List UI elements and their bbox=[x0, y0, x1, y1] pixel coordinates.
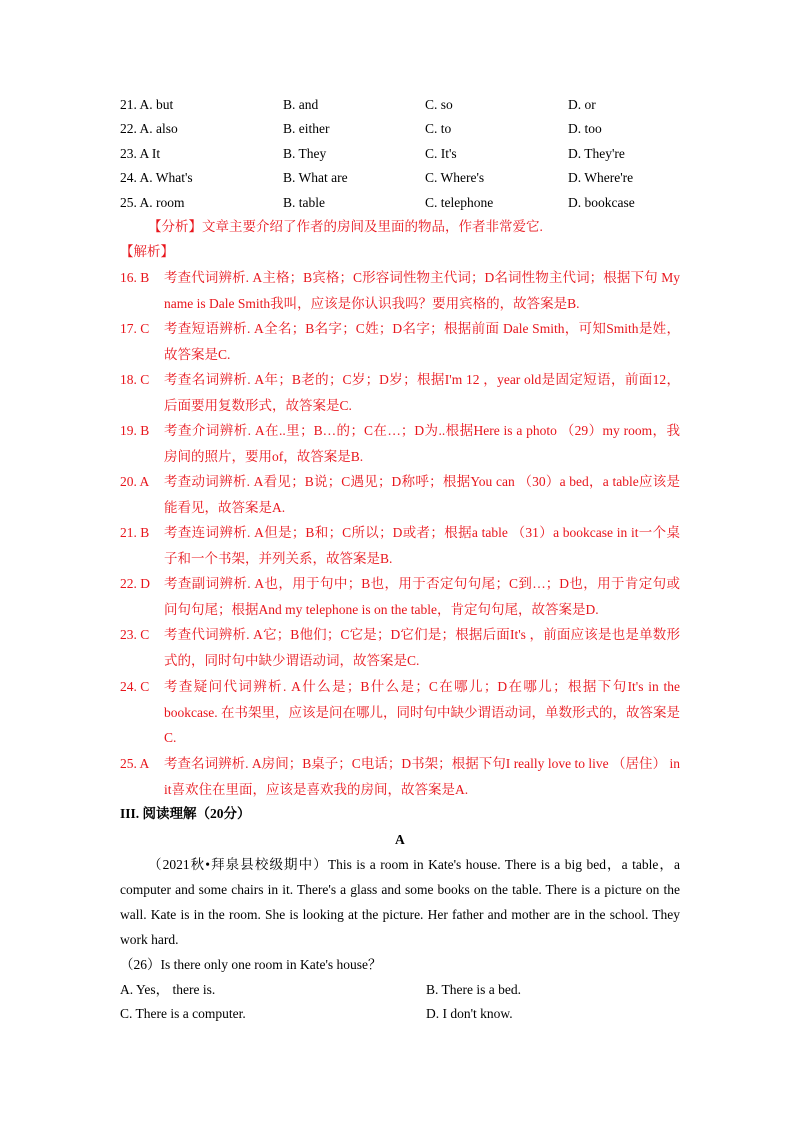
explanation-number: 17. C bbox=[120, 321, 150, 336]
explanation-text: 考查代词辨析. A它；B他们；C它是；D它们是；根据后面It's ，前面应该是也是单数形式的，同时句中缺少谓语动词，故答案是C. bbox=[164, 627, 680, 668]
option-d: D. bookcase bbox=[568, 195, 635, 210]
section-title: III. 阅读理解（20分） bbox=[120, 806, 251, 821]
reading-passage: （2021秋•拜泉县校级期中）This is a room in Kate's house. There is a big bed，a table，a computer and some chairs in it. There's a glass and some books on the table. There is a picture on the wall. Kate is in the room. She is looking at the picture. Her father and mother are in the school. They work hard. bbox=[120, 857, 680, 947]
explanation-text: 考查动词辨析. A看见；B说；C遇见；D称呼；根据You can （30）a bed，a table应该是能看见，故答案是A. bbox=[164, 474, 680, 515]
explanation-number: 18. C bbox=[120, 372, 150, 387]
answer-d: D. I don't know. bbox=[426, 1006, 513, 1021]
explanation-text: 考查短语辨析. A全名；B名字；C姓；D名字；根据前面 Dale Smith，可知Smith是姓，故答案是C. bbox=[164, 321, 680, 362]
explanation-text: 考查名词辨析. A年；B老的；C岁；D岁；根据I'm 12 ，year old是固定短语，前面12，后面要用复数形式，故答案是C. bbox=[164, 372, 680, 413]
explanation-number: 23. C bbox=[120, 627, 150, 642]
explanation-24 bbox=[120, 674, 680, 751]
option-b: B. either bbox=[283, 121, 330, 136]
explanation-17 bbox=[120, 316, 680, 367]
explanation-number: 20. A bbox=[120, 474, 150, 489]
explanation-number: 19. B bbox=[120, 423, 150, 438]
explanation-22 bbox=[120, 571, 680, 622]
option-a: 23. A It bbox=[120, 146, 161, 161]
option-a: 25. A. room bbox=[120, 195, 185, 210]
option-b: B. They bbox=[283, 146, 327, 161]
explanation-number: 25. A bbox=[120, 756, 150, 771]
explanation-21 bbox=[120, 520, 680, 571]
option-row-24 bbox=[120, 167, 680, 189]
option-row-23 bbox=[120, 143, 680, 165]
option-a: 21. A. but bbox=[120, 97, 174, 112]
explanation-text: 考查连词辨析. A但是；B和；C所以；D或者；根据a table （31）a bookcase in it一个桌子和一个书架，并列关系，故答案是B. bbox=[164, 525, 680, 566]
explanation-text: 考查名词辨析. A房间；B桌子；C电话；D书架；根据下句I really love to live （居住） in it喜欢住在里面，应该是喜欢我的房间，故答案是A. bbox=[164, 756, 680, 797]
explanation-25 bbox=[120, 751, 680, 802]
explanation-number: 16. B bbox=[120, 270, 150, 285]
option-a: 24. A. What's bbox=[120, 170, 193, 185]
option-row-25 bbox=[120, 192, 680, 214]
option-row-21 bbox=[120, 94, 680, 116]
answer-a: A. Yes， there is. bbox=[120, 982, 216, 997]
option-c: C. so bbox=[425, 97, 453, 112]
passage-label: A bbox=[395, 832, 405, 847]
explain-label: 【解析】 bbox=[120, 244, 174, 259]
question-26: （26）Is there only one room in Kate's house？ bbox=[120, 957, 382, 972]
explanation-text: 考查介词辨析. A在..里；B…的；C在…；D为..根据Here is a photo （29）my room，我房间的照片，要用of，故答案是B. bbox=[164, 423, 680, 464]
explanation-text: 考查副词辨析. A也，用于句中；B也，用于否定句句尾；C到…；D也，用于肯定句或问句句尾；根据And my telephone is on the table，肯定句句尾，故答案是D. bbox=[164, 576, 680, 617]
option-c: C. to bbox=[425, 121, 452, 136]
option-a: 22. A. also bbox=[120, 121, 178, 136]
answer-row-1 bbox=[120, 979, 680, 1001]
option-c: C. It's bbox=[425, 146, 457, 161]
option-c: C. telephone bbox=[425, 195, 494, 210]
explanation-number: 21. B bbox=[120, 525, 150, 540]
option-c: C. Where's bbox=[425, 170, 485, 185]
explanation-18 bbox=[120, 367, 680, 418]
explanation-19 bbox=[120, 418, 680, 469]
explanation-number: 24. C bbox=[120, 679, 150, 694]
explanation-number: 22. D bbox=[120, 576, 150, 591]
option-b: B. and bbox=[283, 97, 319, 112]
option-b: B. What are bbox=[283, 170, 348, 185]
explanation-text: 考查代词辨析. A主格；B宾格；C形容词性物主代词；D名词性物主代词；根据下句 My name is Dale Smith我叫，应该是你认识我吗？要用宾格的，故答案是B. bbox=[164, 270, 680, 311]
option-d: D. They're bbox=[568, 146, 625, 161]
explanation-20 bbox=[120, 469, 680, 520]
explanation-16 bbox=[120, 265, 680, 316]
answer-b: B. There is a bed. bbox=[426, 982, 521, 997]
analysis-text: 【分析】文章主要介绍了作者的房间及里面的物品，作者非常爱它. bbox=[148, 219, 543, 234]
explanation-text: 考查疑问代词辨析. A什么是；B什么是；C在哪儿；D在哪儿；根据下句It's in the bookcase. 在书架里，应该是问在哪儿，同时句中缺少谓语动词，单数形式的，故答案是C. bbox=[164, 679, 680, 745]
answer-c: C. There is a computer. bbox=[120, 1006, 246, 1021]
option-b: B. table bbox=[283, 195, 325, 210]
option-d: D. or bbox=[568, 97, 596, 112]
option-d: D. too bbox=[568, 121, 602, 136]
answer-row-2 bbox=[120, 1003, 680, 1025]
option-row-22 bbox=[120, 118, 680, 140]
option-d: D. Where're bbox=[568, 170, 634, 185]
explanation-23 bbox=[120, 622, 680, 673]
